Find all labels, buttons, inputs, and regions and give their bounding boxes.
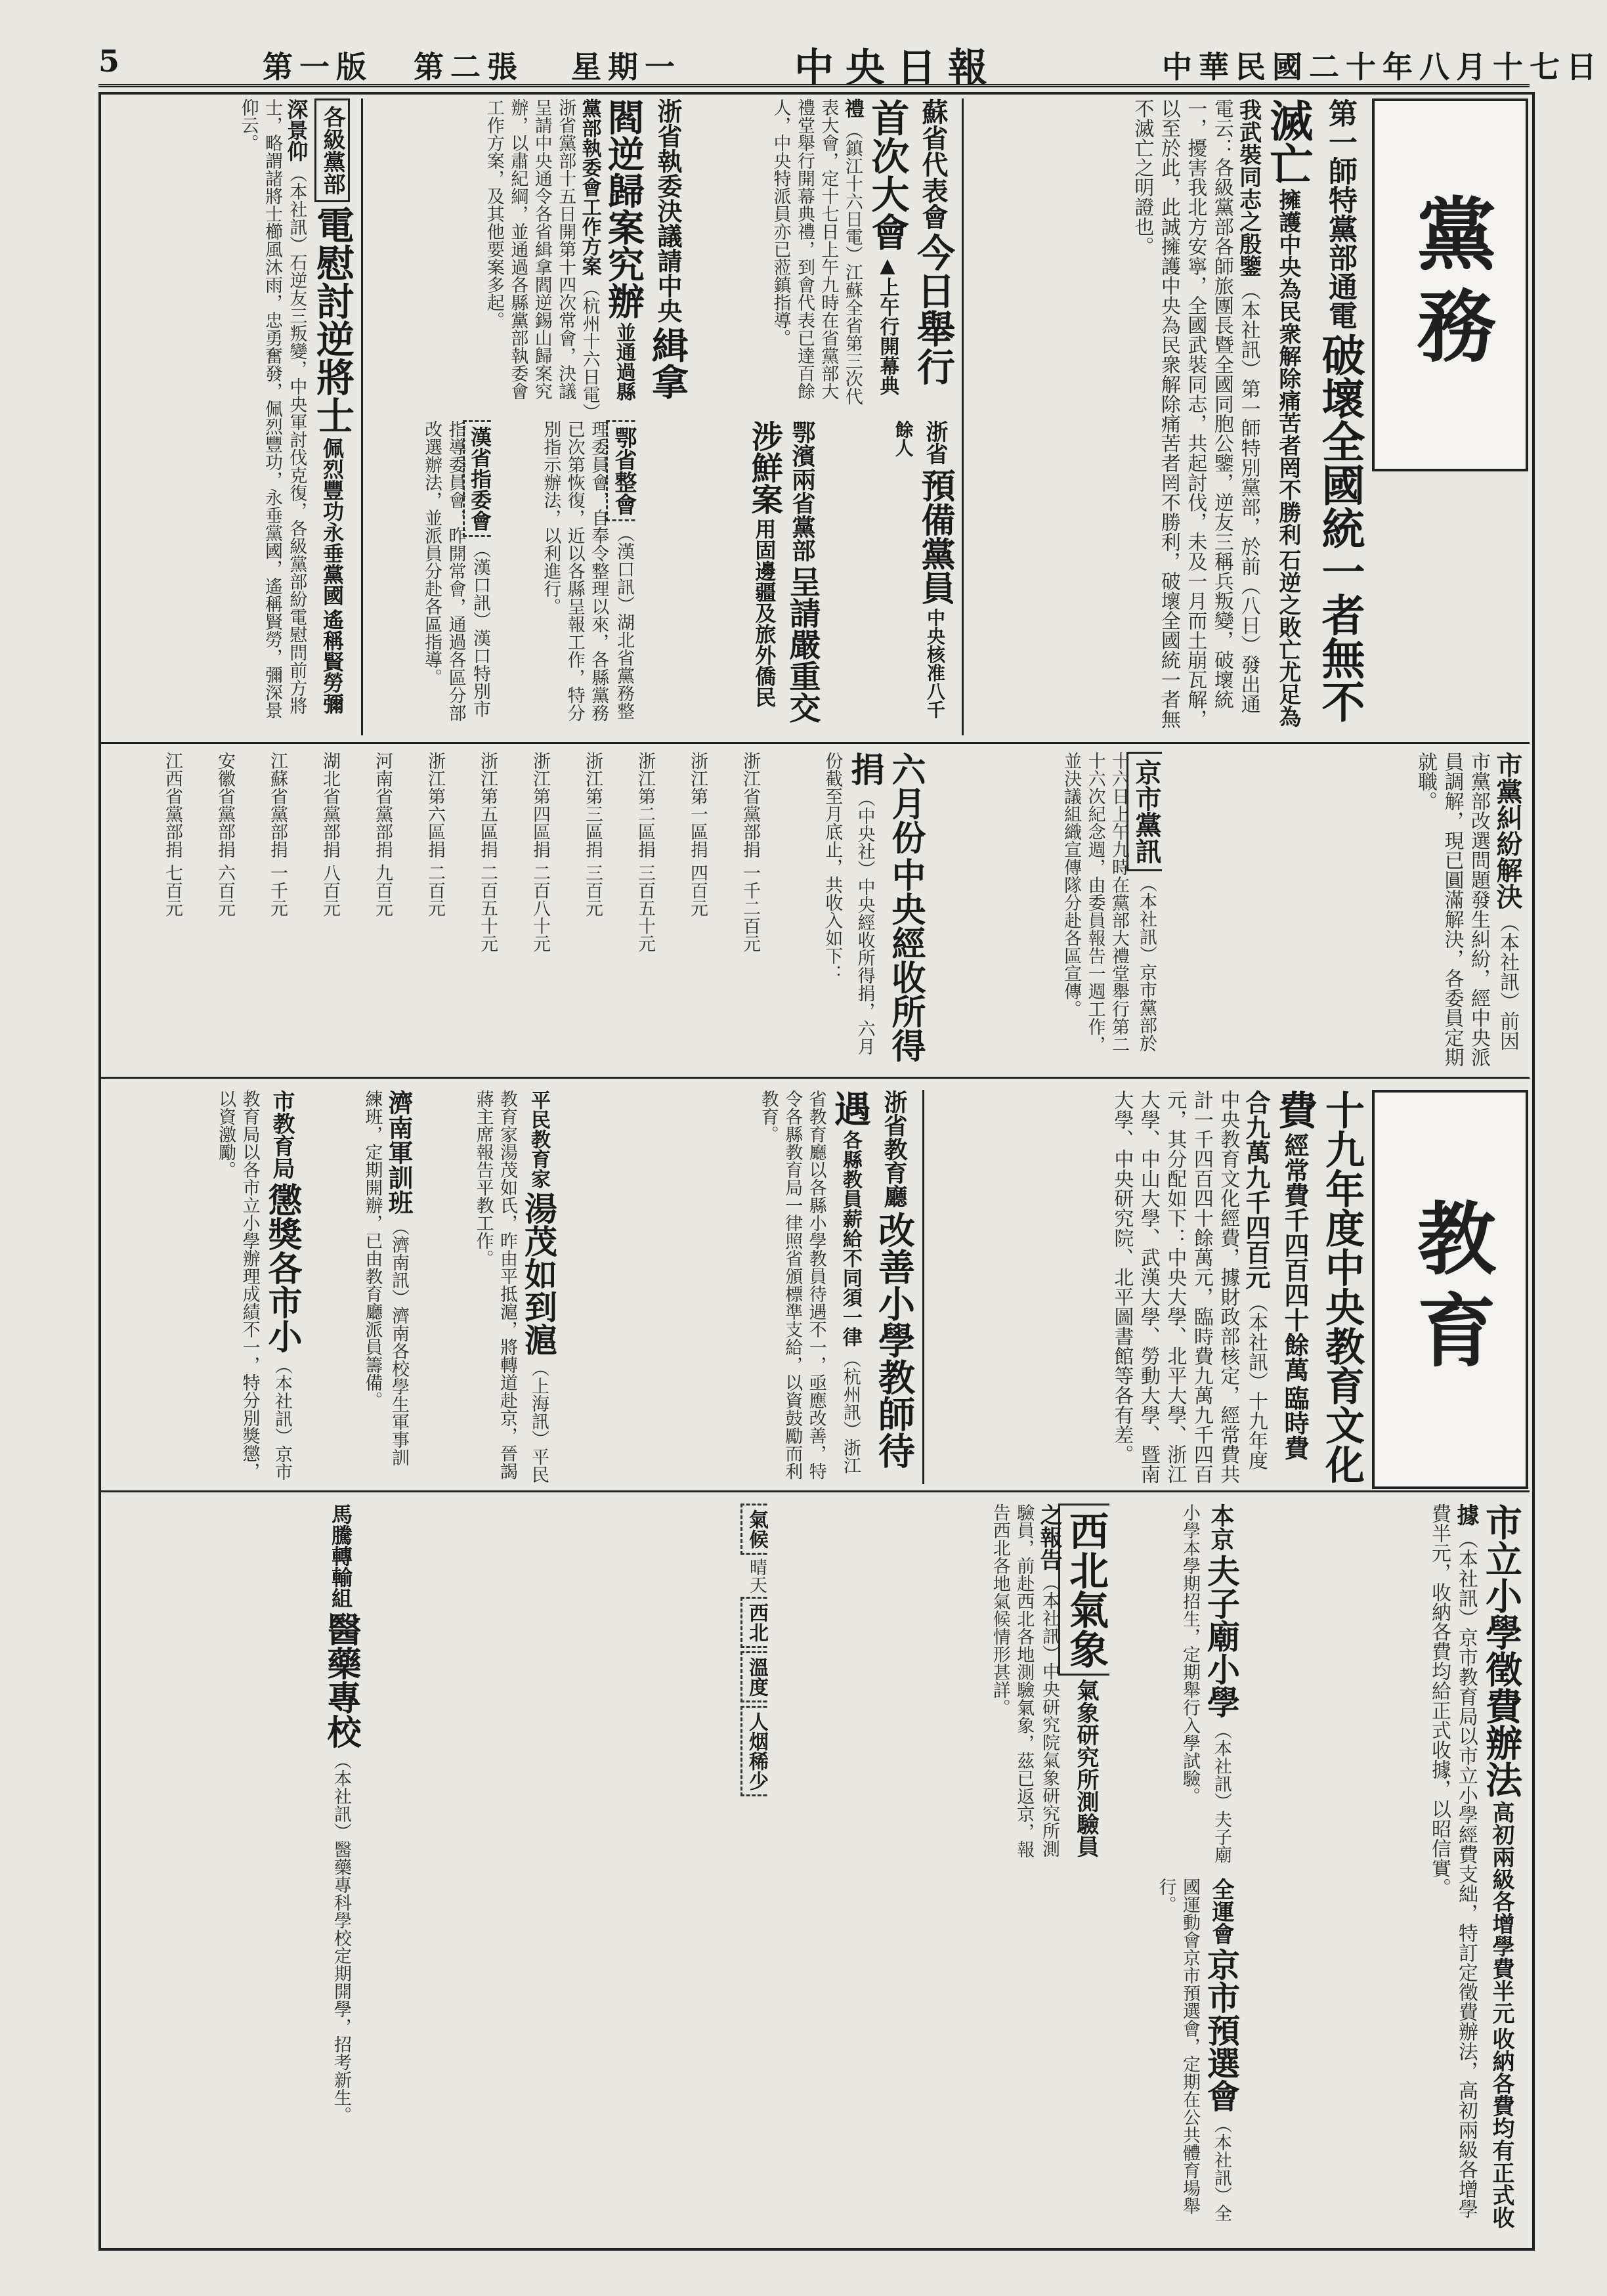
article-kicker: 市教育局 — [268, 1090, 295, 1179]
article-kicker: 本京 — [1207, 1504, 1235, 1551]
ledger-row: 浙江第六區捐 二百元 — [425, 752, 445, 917]
article-kicker: 浙省執委決議請中央 — [653, 98, 683, 323]
observation-note: 晴天 — [746, 1558, 767, 1594]
party-affairs-emblem — [1372, 98, 1528, 471]
article-body: （本社訊）全國運動會京市預選會，定期在公共體育場舉行。 — [1155, 1878, 1232, 2222]
article-headline: 夫子廟小學 — [1202, 1554, 1241, 1719]
education-emblem — [1372, 1090, 1528, 1489]
article-headline: 十九年度中央教育文化費 — [1272, 1090, 1365, 1484]
article-kicker: 馬騰轉輸組 — [328, 1504, 353, 1609]
article-headline: 電慰討逆將士 — [310, 206, 354, 435]
ledger-row: 安徽省黨部捐 六百元 — [215, 752, 235, 917]
article-headline: 懲獎各市小 — [262, 1182, 302, 1354]
article-body: （杭州訊）浙江省教育廳以各縣小學教員待遇不一，亟應改善，特令各縣教育局一律照省頒標準支給，以資鼓勵而利教育。 — [758, 1090, 861, 1480]
article-headline: 市立小學徵費辦法 — [1480, 1504, 1523, 1798]
article-first-division — [972, 98, 1365, 729]
article-headline: 西北氣象 — [1058, 1504, 1109, 1676]
observation-tag: 溫度 — [740, 1651, 768, 1702]
article-subhead: 佩烈豐功永垂黨國 — [320, 437, 345, 606]
article-kicker: 市黨糾紛解決 — [1492, 752, 1523, 909]
article-headline: 今日舉行首次大會 — [865, 98, 955, 386]
article-kicker: 濟南軍訓班 — [384, 1090, 414, 1215]
article-northwest-weather — [775, 1504, 1109, 1871]
ledger-row: 江西省黨部捐 七百元 — [162, 752, 182, 917]
article-body: （上海訊）平民教育家湯茂如氏，昨由平抵滬，將轉道赴京，晉謁蔣主席報告平教工作。 — [473, 1090, 549, 1484]
weather-observations — [368, 1504, 768, 2232]
article-subhead: 各縣教員薪給不同須一律 — [838, 1130, 862, 1347]
article-subhead: 經常費千四百四十餘萬 — [1280, 1133, 1310, 1383]
observation-tag: 人烟稀少 — [740, 1706, 768, 1796]
article-subhead: ▲上午行開幕典禮 — [840, 98, 899, 396]
article-subhead: 高初兩級各增學費半元 — [1488, 1801, 1514, 2025]
section-divider — [98, 1077, 1530, 1079]
article-school-awards — [105, 1090, 302, 1484]
article-kicker: 漢省指委會 — [463, 420, 492, 537]
column-divider — [922, 1090, 924, 1484]
article-hubei-reorg — [499, 420, 637, 735]
article-condolence — [105, 98, 354, 729]
article-medical-school — [105, 1504, 361, 2232]
ledger-row: 河南省黨部捐 九百元 — [372, 752, 393, 917]
article-headline: 緝拿閻逆歸案究辦 — [601, 98, 689, 401]
article-headline: 京市預選會 — [1202, 1948, 1241, 2113]
article-kicker: 第一師特黨部通電 — [1323, 98, 1357, 330]
ledger-row: 浙江第二區捐 三百五十元 — [635, 752, 655, 953]
article-tang-maoru — [420, 1090, 558, 1484]
article-zhejiang-members — [827, 420, 955, 735]
article-kicker: 全運會 — [1208, 1878, 1234, 1945]
article-body: （漢口訊）湖北省黨務整理委員會，自奉令整理以來，各縣黨務已次第恢復，近以各縣呈報工作，特分別指示辦法，以利進行。 — [540, 420, 634, 722]
article-body: （本社訊）石逆友三叛變，中央軍討伐克復，各級黨部紛電慰問前方將士，略謂諸將士櫛風沐雨，忠勇奮發，佩烈豐功，永垂黨國，遙稱賢勞，彌深景仰云。 — [238, 98, 307, 719]
article-subhead: 遙稱賢勞彌深景仰 — [284, 98, 345, 714]
article-kicker: 鄂濱兩省黨部 — [788, 420, 816, 562]
article-kicker: 浙省 — [922, 420, 948, 465]
article-body: （本社訊）十九年度中央教育文化經費，據財政部核定，經常費共計一千四百四十餘萬元，臨時費九萬九千四百元，其分配如下：中央大學、北平大學、浙江大學、中山大學、武漢大學、勞動大學、暨南大學、中央研究院、北平圖書館等各有差。 — [1110, 1090, 1268, 1484]
article-body: （本社訊）夫子廟小學本學期招生，定期舉行入學試驗。 — [1180, 1504, 1232, 1864]
emblem-text: 教育 — [1404, 1198, 1497, 1381]
article-subhead: 氣象研究所測驗員之報告 — [1036, 1504, 1099, 1858]
income-tax-ledger — [112, 752, 768, 1067]
article-subhead: 用固邊疆及旅外僑民 — [752, 518, 777, 708]
article-jiangsu-congress — [696, 98, 955, 414]
article-hubei-korea — [643, 420, 821, 735]
article-school-fees — [1247, 1504, 1523, 2232]
article-headline: 湯茂如到滬 — [519, 1192, 558, 1356]
masthead — [98, 38, 1603, 91]
article-jinan-training — [309, 1090, 414, 1484]
article-municipal-dispute — [1168, 752, 1523, 1067]
weekday: 星期一 — [571, 49, 681, 85]
article-kicker: 浙省教育廳 — [880, 1090, 908, 1208]
article-hankou-committee — [371, 420, 492, 735]
column-divider — [361, 98, 363, 735]
article-body: （本社訊）前因市黨部改選問題發生糾紛，經中央派員調解，現已圓滿解決，各委員定期就職。 — [1414, 752, 1519, 1067]
ledger-row: 江蘇省黨部捐 一千元 — [267, 752, 288, 917]
article-preliminary-games — [906, 1878, 1241, 2232]
ledger-row: 浙江第五區捐 二百五十元 — [477, 752, 498, 953]
article-kicker: 京市黨訊 — [1126, 752, 1162, 871]
article-headline: 中央經收所得捐 — [844, 752, 926, 1063]
article-kicker: 六月份 — [886, 752, 926, 854]
section-divider — [98, 1490, 1530, 1492]
article-body: （鎮江十六日電）江蘇全省第三次代表大會，定十七日上午九時在省黨部大禮堂舉行開幕典禮，到會代表已達百餘人，中央特派員亦已蒞鎮指導。 — [770, 98, 863, 406]
article-body: （本社訊）第一師特別黨部，於前（八日）發出通電云：各級黨部各師旅團長暨全國同胞公鑒，逆友三稱兵叛變，破壞統一，擾害我北方安寧，全國武裝同志，共起討伐，未及一月而土崩瓦解，以至於此，此誠擁護中央為民衆解除痛苦者罔不勝利，破壞全國統一者無不滅亡之明證也。 — [1130, 98, 1260, 729]
article-subhead: 中央核准八千餘人 — [892, 420, 946, 719]
column-divider — [962, 98, 964, 735]
ledger-row: 浙江第一區捐 四百元 — [687, 752, 708, 917]
article-teacher-pay — [565, 1090, 916, 1484]
article-subhead: 臨時費合九萬九千四百元 — [1241, 1090, 1310, 1461]
paper-title: 中央日報 — [794, 45, 999, 91]
page-number: 5 — [98, 43, 127, 79]
article-body: （杭州十六日電）浙省黨部十五日開第十四次常會，決議呈請中央通令各省緝拿閻逆錫山歸案究辦，以肅紀綱，並通過各縣黨部執委會工作方案，及其他要案多起。 — [483, 98, 600, 412]
article-zhejiang-yan — [368, 98, 689, 414]
ledger-row: 浙江省黨部捐 一千二百元 — [740, 752, 760, 953]
section-label: 第一版 — [263, 49, 373, 85]
article-kicker: 平民教育家 — [527, 1090, 550, 1188]
article-body: （本社訊）京市教育局以市立小學經費支絀，特訂定徵費辦法，高初兩級各增學費半元，收納各費均給正式收據，以昭信實。 — [1428, 1504, 1478, 2219]
article-subhead: 擁護中央為民衆解除痛苦者罔不勝利 — [1274, 188, 1301, 546]
article-body: （本社訊）醫藥專科學校定期開學，招考新生。 — [331, 1752, 351, 2125]
article-body: （本社訊）京市黨部於十六日上午九時在黨部大禮堂舉行第二十六次紀念週，由委員報告一週工作，並決議組織宣傳隊分赴各區宣傳。 — [1061, 752, 1157, 1053]
article-city-party-news — [932, 752, 1162, 1067]
observation-tag: 氣候 — [740, 1504, 768, 1555]
article-headline: 改善小學教師待遇 — [828, 1090, 916, 1469]
article-headline: 預備黨員 — [915, 468, 955, 605]
article-body: （本社訊）京市教育局以各市立小學辦理成績不一，特分別獎懲，以資激勵。 — [215, 1090, 292, 1481]
article-kicker: 蘇省代表會 — [918, 98, 949, 230]
observation-tag: 西北 — [740, 1597, 768, 1648]
section-divider — [98, 742, 1530, 744]
article-body: （濟南訊）濟南各校學生軍事訓練班，定期開辦，已由教育廳派員籌備。 — [362, 1090, 409, 1467]
article-subhead: 收納各費均有正式收據 — [1452, 1504, 1514, 2229]
article-subhead: 石逆之敗亡尤足為我武裝同志之殷鑒 — [1235, 98, 1301, 728]
ledger-row: 湖北省黨部捐 八百元 — [320, 752, 340, 917]
ledger-row: 浙江第三區捐 三百元 — [582, 752, 603, 917]
article-body: （中央社）中央經收所得捐，六月份截至月底止，共收入如下： — [822, 752, 875, 1056]
article-headline: 呈請嚴重交涉鮮案 — [746, 420, 821, 724]
article-body: （漢口訊）漢口特別市指導委員會，昨開常會，通過各區分部改選辦法，並派員分赴各區指導。 — [421, 420, 490, 722]
emblem-text: 黨務 — [1404, 193, 1497, 377]
article-education-budget — [932, 1090, 1365, 1484]
article-kicker: 鄂省整會 — [606, 420, 637, 521]
sheet-label: 第二張 — [414, 49, 524, 85]
article-headline: 破壞全國統一者無不滅亡 — [1262, 98, 1365, 724]
ledger-row: 浙江第四區捐 二百八十元 — [530, 752, 550, 953]
article-subhead: 並通過縣黨部執委會工作方案 — [578, 98, 635, 402]
article-kicker: 各級黨部 — [314, 98, 350, 202]
article-body: （本社訊）中央研究院氣象研究所測驗員，前赴西北各地測驗氣象，茲已返京，報告西北各地氣候情形甚詳。 — [989, 1504, 1060, 1858]
article-headline: 醫藥專校 — [321, 1612, 361, 1749]
article-income-tax — [775, 752, 926, 1067]
publication-date: 中華民國二十年八月十七日 — [1162, 49, 1603, 85]
article-confucius-school — [1116, 1504, 1241, 1871]
